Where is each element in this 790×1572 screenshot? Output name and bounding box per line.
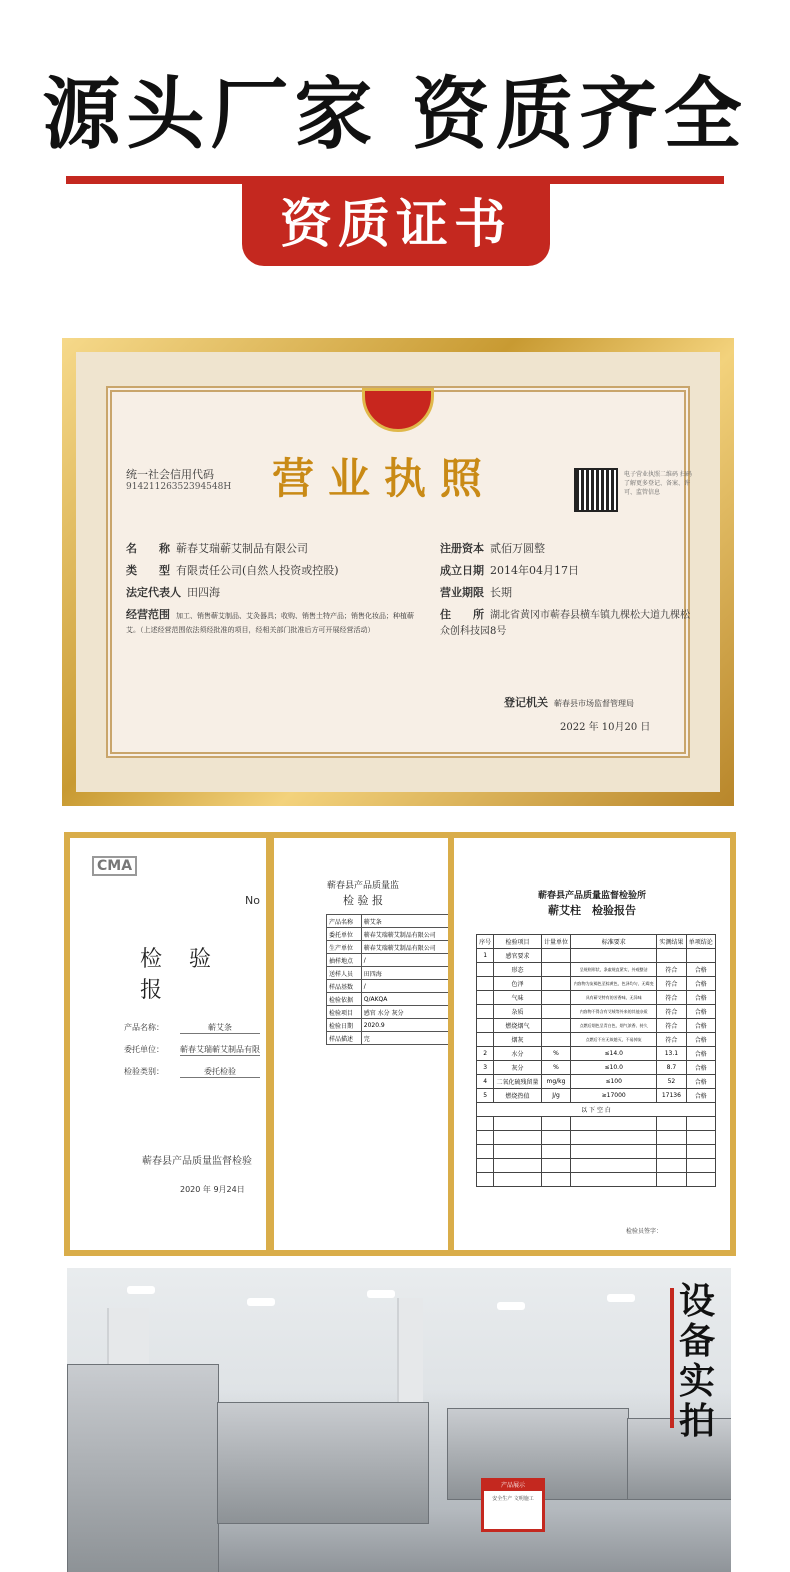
- license-row-capital: 注册资本 贰佰万圆整: [440, 542, 545, 555]
- table-header-row: 序号 检验项目 计量单位 标准要求 实测结果 单项结论: [477, 935, 716, 949]
- license-authority: 登记机关 蕲春县市场监督管理局: [504, 696, 634, 709]
- field-value: 委托检验: [180, 1066, 260, 1078]
- report-date: 2020 年 9月24日: [180, 1185, 245, 1194]
- report-table: [326, 914, 454, 1045]
- field-value: 蕲春艾瑞蕲艾制品有限: [180, 1045, 260, 1054]
- table-row: 4 二氧化硫残留量 mg/kg ≤100 52 合格: [477, 1075, 716, 1089]
- production-machine: [217, 1402, 429, 1524]
- table-row: 燃烧烟气 点燃后烟色呈青白色，烟气浓香、持久 符合 合格: [477, 1019, 716, 1033]
- headline: 源头厂家 资质齐全: [42, 70, 748, 160]
- report-number-label: No: [245, 894, 260, 907]
- license-row-type: 类 型 有限责任公司(自然人投资或控股): [126, 564, 339, 577]
- table-row: 样品基数 /: [327, 980, 454, 993]
- license-mat: [76, 352, 720, 792]
- section-ribbon: 资质证书: [242, 184, 550, 266]
- table-row: 生产单位 蕲春艾瑞蕲艾制品有限公司: [327, 941, 454, 954]
- national-emblem-icon: [362, 388, 434, 432]
- table-row: [477, 1159, 716, 1173]
- inspection-report-results: [448, 832, 736, 1256]
- signboard-text: 安全生产 文明施工: [492, 1496, 534, 1502]
- field-label: 检验类别：: [124, 1067, 164, 1076]
- qr-note: 电子营业执照二维码 扫码了解更多登记、备案、许可、监管信息: [624, 471, 692, 496]
- cma-mark-icon: CMA: [92, 856, 137, 876]
- table-row: 气味 具有蕲艾特有的芳香味，无异味 符合 合格: [477, 991, 716, 1005]
- license-row-rep: 法定代表人 田四海: [126, 586, 220, 599]
- table-row: [477, 1145, 716, 1159]
- table-row: 烟灰 点燃后不应无故熄灭，不易掉灰 符合 合格: [477, 1033, 716, 1047]
- table-row: 形态 呈规则形状，条索规直紧实，外观整洁 符合 合格: [477, 963, 716, 977]
- report-title: 检 验 报: [140, 947, 221, 1003]
- ceiling-light-icon: [247, 1298, 275, 1306]
- signboard-title: 产品展示: [484, 1481, 542, 1491]
- table-row: 5 燃烧热值 J/g ≥17000 17136 合格: [477, 1089, 716, 1103]
- license-row-scope: 经营范围 加工、销售蕲艾制品、艾灸器具；收购、销售土特产品；销售化妆品；种植蕲艾。（上述经营范围依法须经批准的项目，经相关部门批准后方可开展经营活动）: [126, 608, 414, 634]
- report-org: 蕲春县产品质量监: [326, 881, 399, 891]
- license-row-date: 成立日期 2014年04月17日: [440, 564, 579, 577]
- table-row: 1 感官要求: [477, 949, 716, 963]
- field-label: 产品名称：: [124, 1023, 164, 1032]
- results-table: [476, 934, 716, 1187]
- ceiling-light-icon: [497, 1302, 525, 1310]
- table-row: 检验日期 2020.9: [327, 1019, 454, 1032]
- factory-signboard: [481, 1478, 545, 1532]
- table-row: 产品名称 蕲艾条: [327, 915, 454, 928]
- table-row: 检验项目 感官 水分 灰分: [327, 1006, 454, 1019]
- table-row: 样品描述 完: [327, 1032, 454, 1045]
- report-title: 检 验 报: [343, 894, 383, 907]
- production-machine: [67, 1364, 219, 1572]
- inspector-signature-label: 检验员签字：: [626, 1228, 663, 1235]
- report-org: 蕲春县产品质量监督检验: [142, 1156, 252, 1167]
- table-row: 3 灰分 % ≤10.0 8.7 合格: [477, 1061, 716, 1075]
- qr-code-icon: [574, 468, 618, 512]
- table-row: [477, 1131, 716, 1145]
- table-row: 色泽 内容物为灰褐色至棕黄色，色泽均匀，无霉变 符合 合格: [477, 977, 716, 991]
- label-accent-bar: [670, 1288, 674, 1428]
- field-value: 蕲艾条: [180, 1022, 260, 1034]
- ceiling-light-icon: [127, 1286, 155, 1294]
- table-row: 杂质 内容物不得含有艾绒等外来的其他杂质 符合 合格: [477, 1005, 716, 1019]
- license-issue-date: 2022 年 10月20 日: [560, 722, 651, 733]
- license-row-address: 住 所 湖北省黄冈市蕲春县横车镇九棵松大道九棵松众创科技园8号: [440, 608, 690, 637]
- table-row: 以 下 空 白: [477, 1103, 716, 1117]
- table-row: 检验依据 Q/AKQA: [327, 993, 454, 1006]
- license-row-name: 名 称 蕲春艾瑞蕲艾制品有限公司: [126, 542, 308, 555]
- credit-code-value: 91421126352394548H: [126, 482, 232, 492]
- field-label: 委托单位：: [124, 1045, 164, 1054]
- business-license: [106, 386, 690, 758]
- equipment-photo-label: 设备实拍: [678, 1281, 715, 1442]
- report-org: 蕲春县产品质量监督检验所: [537, 891, 646, 901]
- table-row: 委托单位 蕲春艾瑞蕲艾制品有限公司: [327, 928, 454, 941]
- report-title: 蕲艾柱 检验报告: [548, 904, 636, 917]
- table-row: 抽样地点 /: [327, 954, 454, 967]
- red-divider: [66, 176, 724, 184]
- credit-code-label: 统一社会信用代码: [126, 468, 214, 481]
- license-row-term: 营业期限 长期: [440, 586, 512, 599]
- factory-photo: [67, 1268, 731, 1572]
- license-title: 营业执照: [272, 454, 497, 503]
- table-row: [477, 1117, 716, 1131]
- table-row: 2 水分 % ≤14.0 13.1 合格: [477, 1047, 716, 1061]
- ceiling-light-icon: [607, 1294, 635, 1302]
- ceiling-light-icon: [367, 1290, 395, 1298]
- table-row: 送样人员 田四海: [327, 967, 454, 980]
- inspection-report-page: [268, 832, 458, 1256]
- inspection-report-cover: [64, 832, 272, 1256]
- table-row: [477, 1173, 716, 1187]
- business-license-frame: [62, 338, 734, 806]
